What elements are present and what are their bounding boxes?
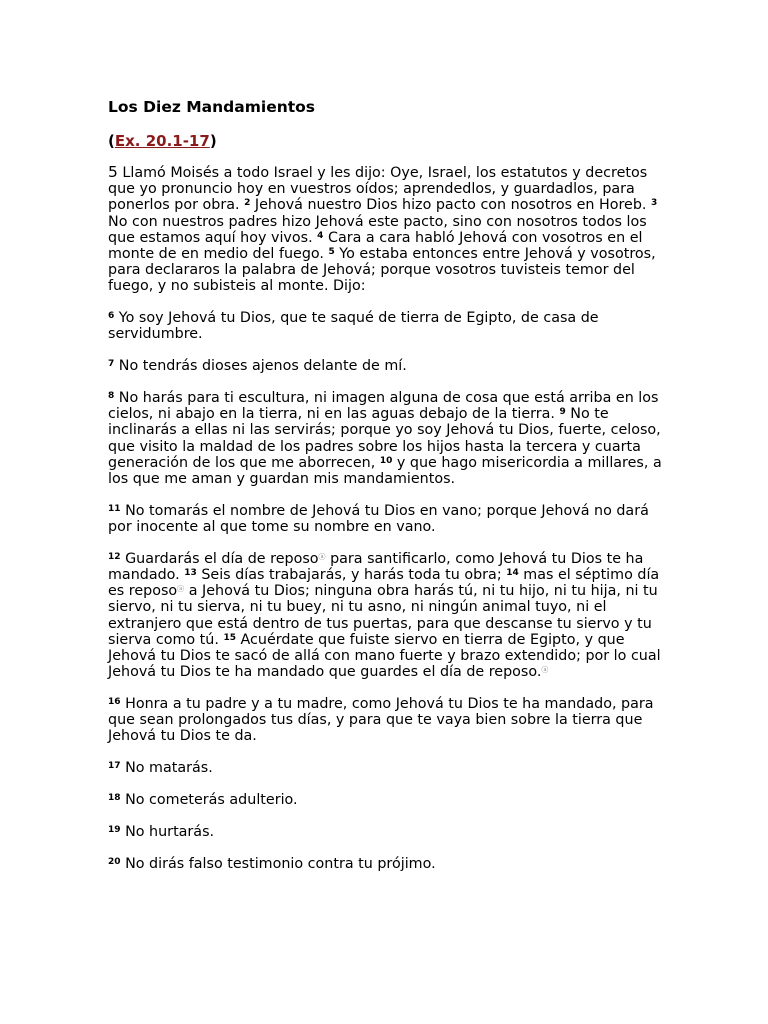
verse-number: 8 [108,391,115,402]
verse-number: 6 [108,311,115,322]
verse-text: Seis días trabajarás, y harás toda tu obra; [196,567,507,584]
verse-number: 3 [651,198,658,209]
reference-link[interactable]: Ex. 20.1-17 [114,132,210,150]
verse-text: Cara a cara habló Jehová con vosotros en el monte de en medio del fuego. [108,229,643,263]
verse-text: Honra a tu padre y a tu madre, como Jehová tu Dios te ha mandado, para que sean prolongados tus días, y para que te vaya bien sobre la tierra que Jehová tu Dios te da. [108,696,654,745]
verse-text: No cometerás adulterio. [120,792,298,809]
paragraph-verse-18 [108,792,668,808]
footnote-marker-icon[interactable]: ⓐ [177,585,185,594]
verse-number: 17 [108,761,121,772]
verse-number: 13 [184,568,197,579]
document-body [108,97,668,872]
verse-number: 5 [328,247,335,258]
paragraph-verse-17 [108,760,668,776]
verse-number: 2 [244,198,251,209]
verse-text: No dirás falso testimonio contra tu prójimo. [120,855,436,872]
verse-number: 11 [108,503,121,514]
verse-number: 9 [559,407,566,418]
paragraph-verse-11 [108,503,668,535]
scripture-reference [108,131,668,151]
verse-text: Jehová nuestro Dios hizo pacto con nosotros en Horeb. [250,197,651,214]
verse-text: Acuérdate que fuiste siervo en tierra de Egipto, y que Jehová tu Dios te sacó de allá con mano fuerte y brazo extendido; por lo cual Jehová tu Dios te ha mandado que guardes el día de reposo. [108,631,661,681]
verse-text: Guardarás el día de reposo [120,550,319,567]
footnote-marker-icon[interactable]: ⓐ [541,666,549,675]
verse-text: Llamó Moisés a todo Israel y les dijo: Oye, Israel, los estatutos y decretos que yo pronuncio hoy en vuestros oídos; aprendedlos, y guardadlos, para ponerlos por obra. [108,165,648,214]
verse-text: No tomarás el nombre de Jehová tu Dios en vano; porque Jehová no dará por inocente al que tome su nombre en vano. [108,502,649,536]
verse-number: 18 [108,793,121,804]
chapter-number: 5 [108,163,118,181]
paragraph-verses-8-10 [108,390,668,487]
paragraph-verse-7 [108,358,668,374]
verse-number: 19 [108,824,121,835]
verse-text: a Jehová tu Dios; ninguna obra harás tú, ni tu hijo, ni tu hija, ni tu siervo, ni tu sierva, ni tu buey, ni tu asno, ni ningún animal tuyo, ni el extranjero que está dentro de tus puertas, para que descanse tu siervo y tu sierva como tú. [108,583,658,648]
paragraph-verse-6 [108,310,668,342]
verse-number: 12 [108,551,121,562]
verse-text: mas el séptimo día es reposo [108,567,660,600]
verse-text: No tendrás dioses ajenos delante de mí. [114,358,407,375]
page-title: Los Diez Mandamientos [108,98,316,116]
paragraph-verse-20 [108,856,668,872]
paragraph-verses-1-5 [108,164,668,295]
verse-number: 15 [223,632,236,643]
verse-number: 10 [379,455,393,466]
verse-number: 20 [108,856,121,867]
footnote-marker-icon[interactable]: ⓐ [318,552,326,561]
paragraph-verses-12-15 [108,551,668,681]
verse-text: No hurtarás. [120,823,215,840]
verse-number: 14 [506,568,519,579]
verse-number: 16 [108,697,121,708]
verse-text: No con nuestros padres hizo Jehová este pacto, sino con nosotros todos los que estamos aquí hoy vivos. [108,213,647,246]
verse-text: No matarás. [120,760,213,777]
verse-text: No te inclinarás a ellas ni las servirás; porque yo soy Jehová tu Dios, fuerte, celoso, que visito la maldad de los padres sobre los hijos hasta la tercera y cuarta generación de los que me aborrecen, [108,406,661,471]
reference-close-paren: ) [209,132,217,150]
verse-text: para santificarlo, como Jehová tu Dios te ha mandado. [108,550,644,584]
paragraph-verse-16 [108,696,668,745]
verse-text: Yo estaba entonces entre Jehová y vosotros, para declararos la palabra de Jehová; porque vosotros tuvisteis temor del fuego, y no subisteis al monte. Dijo: [108,246,656,295]
verse-text: y que hago misericordia a millares, a los que me aman y guardan mis mandamientos. [108,454,662,488]
verse-number: 4 [317,230,324,241]
paragraph-verse-19 [108,824,668,840]
verse-text: Yo soy Jehová tu Dios, que te saqué de tierra de Egipto, de casa de servidumbre. [108,310,599,343]
verse-text: No harás para ti escultura, ni imagen alguna de cosa que está arriba en los cielos, ni abajo en la tierra, ni en las aguas debajo de la tierra. [108,390,659,423]
verse-number: 7 [108,359,115,370]
reference-open-paren: ( [108,132,115,150]
